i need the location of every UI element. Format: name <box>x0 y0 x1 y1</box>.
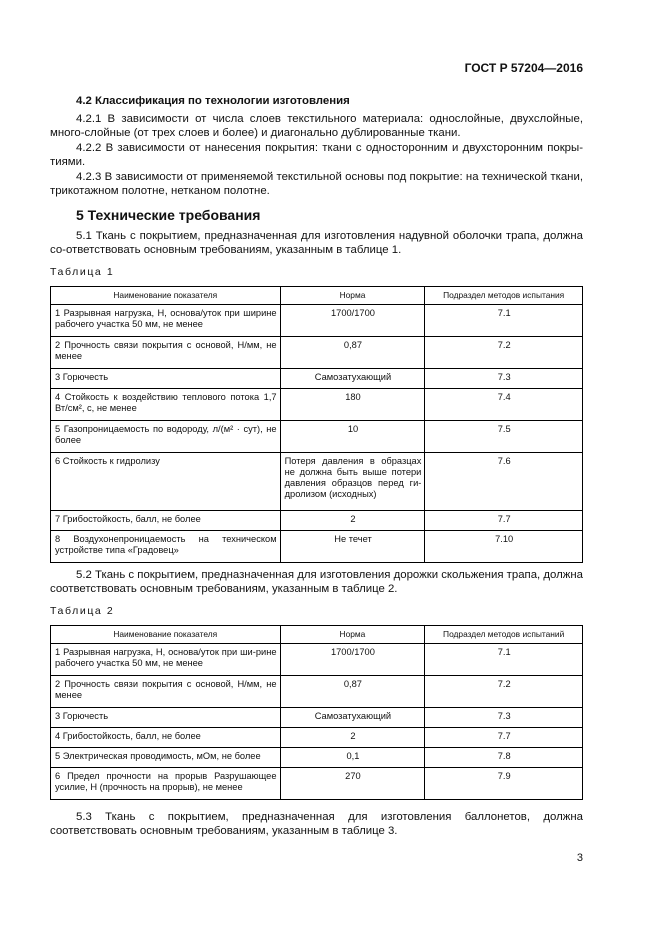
table-cell: 7.2 <box>425 337 583 369</box>
table-cell: 7 Грибостойкость, балл, не более <box>51 511 281 531</box>
table-cell: 2 Прочность связи покрытия с основой, Н/мм, не менее <box>51 337 281 369</box>
table-cell: 10 <box>280 421 425 453</box>
table-cell: Потеря давления в образцах не должна быть выше потери давления образцов перед ги-дролизом (исходных) <box>280 453 425 511</box>
table-cell: 7.6 <box>425 453 583 511</box>
paragraph-5-3: 5.3 Ткань с покрытием, предназначенная для изготовления баллонетов, должна соответствовать основным требованиям, указанным в таблице 3. <box>50 811 583 838</box>
section-5-title: 5 Технические требования <box>76 207 261 223</box>
table-1-header-row <box>51 287 583 305</box>
table-cell: 7.7 <box>425 728 583 748</box>
table-cell: 0,1 <box>280 748 425 768</box>
table-2 <box>50 625 583 800</box>
table-cell: 1700/1700 <box>280 305 425 337</box>
table-cell: 5 Электрическая проводимость, мОм, не более <box>51 748 281 768</box>
table-row <box>51 531 583 563</box>
table-cell: 7.5 <box>425 421 583 453</box>
table-cell: 1700/1700 <box>280 644 425 676</box>
table-cell: 270 <box>280 768 425 800</box>
page-number: 3 <box>576 852 583 864</box>
table-cell: 1 Разрывная нагрузка, Н, основа/уток при ширине рабочего участка 50 мм, не менее <box>51 305 281 337</box>
table-cell: 7.9 <box>425 768 583 800</box>
paragraph-5-2: 5.2 Ткань с покрытием, предназначенная для изготовления дорожки скольжения трапа, должна соответствовать основным требованиям, указанным в таблице 2. <box>50 569 583 596</box>
section-4-2-title: 4.2 Классификация по технологии изготовления <box>76 95 350 107</box>
table-row <box>51 644 583 676</box>
table-cell: 0,87 <box>280 676 425 708</box>
table-1 <box>50 286 583 563</box>
table-row <box>51 453 583 511</box>
table-cell: 7.10 <box>425 531 583 563</box>
table-1-header-norm: Норма <box>280 287 425 305</box>
table-cell: 7.8 <box>425 748 583 768</box>
table-row <box>51 728 583 748</box>
paragraph-4-2-2: 4.2.2 В зависимости от нанесения покрытия: ткани с односторонним и двухсторонним покры-тиями. <box>50 141 583 169</box>
table-row <box>51 768 583 800</box>
table-2-header-norm: Норма <box>280 626 425 644</box>
table-row <box>51 369 583 389</box>
table-cell: 4 Стойкость к воздействию теплового потока 1,7 Вт/см², с, не менее <box>51 389 281 421</box>
table-cell: Не течет <box>280 531 425 563</box>
table-cell: 7.2 <box>425 676 583 708</box>
table-row <box>51 389 583 421</box>
table-2-header-row <box>51 626 583 644</box>
table-cell: 7.4 <box>425 389 583 421</box>
table-1-header-indicator: Наименование показателя <box>51 287 281 305</box>
paragraph-4-2-1: 4.2.1 В зависимости от числа слоев текстильного материала: однослойные, двухслойные, много-слойные (от трех слоев и более) и диагонально дублированные ткани. <box>50 113 583 140</box>
table-cell: 7.1 <box>425 305 583 337</box>
table-cell: 7.3 <box>425 369 583 389</box>
table-cell: 5 Газопроницаемость по водороду, л/(м² · сут), не более <box>51 421 281 453</box>
table-cell: Самозатухающий <box>280 708 425 728</box>
table-row <box>51 748 583 768</box>
paragraph-4-2-3: 4.2.3 В зависимости от применяемой текстильной основы под покрытие: на технической ткани, трикотажном полотне, нетканом полотне. <box>50 170 583 198</box>
table-row <box>51 511 583 531</box>
table-cell: 7.3 <box>425 708 583 728</box>
document-code: ГОСТ Р 57204—2016 <box>464 61 583 75</box>
table-row <box>51 421 583 453</box>
table-cell: 180 <box>280 389 425 421</box>
table-cell: 3 Горючесть <box>51 369 281 389</box>
table-2-header-method: Подраздел методов испытаний <box>425 626 583 644</box>
paragraph-5-1: 5.1 Ткань с покрытием, предназначенная для изготовления надувной оболочки трапа, должна со-ответствовать основным требованиям, указанным в таблице 1. <box>50 230 583 257</box>
table-1-header-method: Подраздел методов испытания <box>425 287 583 305</box>
table-cell: Самозатухающий <box>280 369 425 389</box>
table-2-header-indicator: Наименование показателя <box>51 626 281 644</box>
table-cell: 2 Прочность связи покрытия с основой, Н/мм, не менее <box>51 676 281 708</box>
table-cell: 1 Разрывная нагрузка, Н, основа/уток при ши-рине рабочего участка 50 мм, не менее <box>51 644 281 676</box>
table-cell: 6 Стойкость к гидролизу <box>51 453 281 511</box>
table-cell: 6 Предел прочности на прорыв Разрушающее усилие, Н (прочность на прорыв), не менее <box>51 768 281 800</box>
table-cell: 7.7 <box>425 511 583 531</box>
table-cell: 3 Горючесть <box>51 708 281 728</box>
table-1-caption: Таблица 1 <box>50 266 115 278</box>
table-2-caption: Таблица 2 <box>50 605 115 617</box>
table-cell: 2 <box>280 511 425 531</box>
table-cell: 8 Воздухонепроницаемость на техническом устройстве типа «Градовец» <box>51 531 281 563</box>
section-4-2-body <box>50 112 583 198</box>
table-cell: 0,87 <box>280 337 425 369</box>
table-row <box>51 337 583 369</box>
table-cell: 7.1 <box>425 644 583 676</box>
table-cell: 4 Грибостойкость, балл, не более <box>51 728 281 748</box>
table-row <box>51 708 583 728</box>
table-row <box>51 305 583 337</box>
table-cell: 2 <box>280 728 425 748</box>
table-row <box>51 676 583 708</box>
